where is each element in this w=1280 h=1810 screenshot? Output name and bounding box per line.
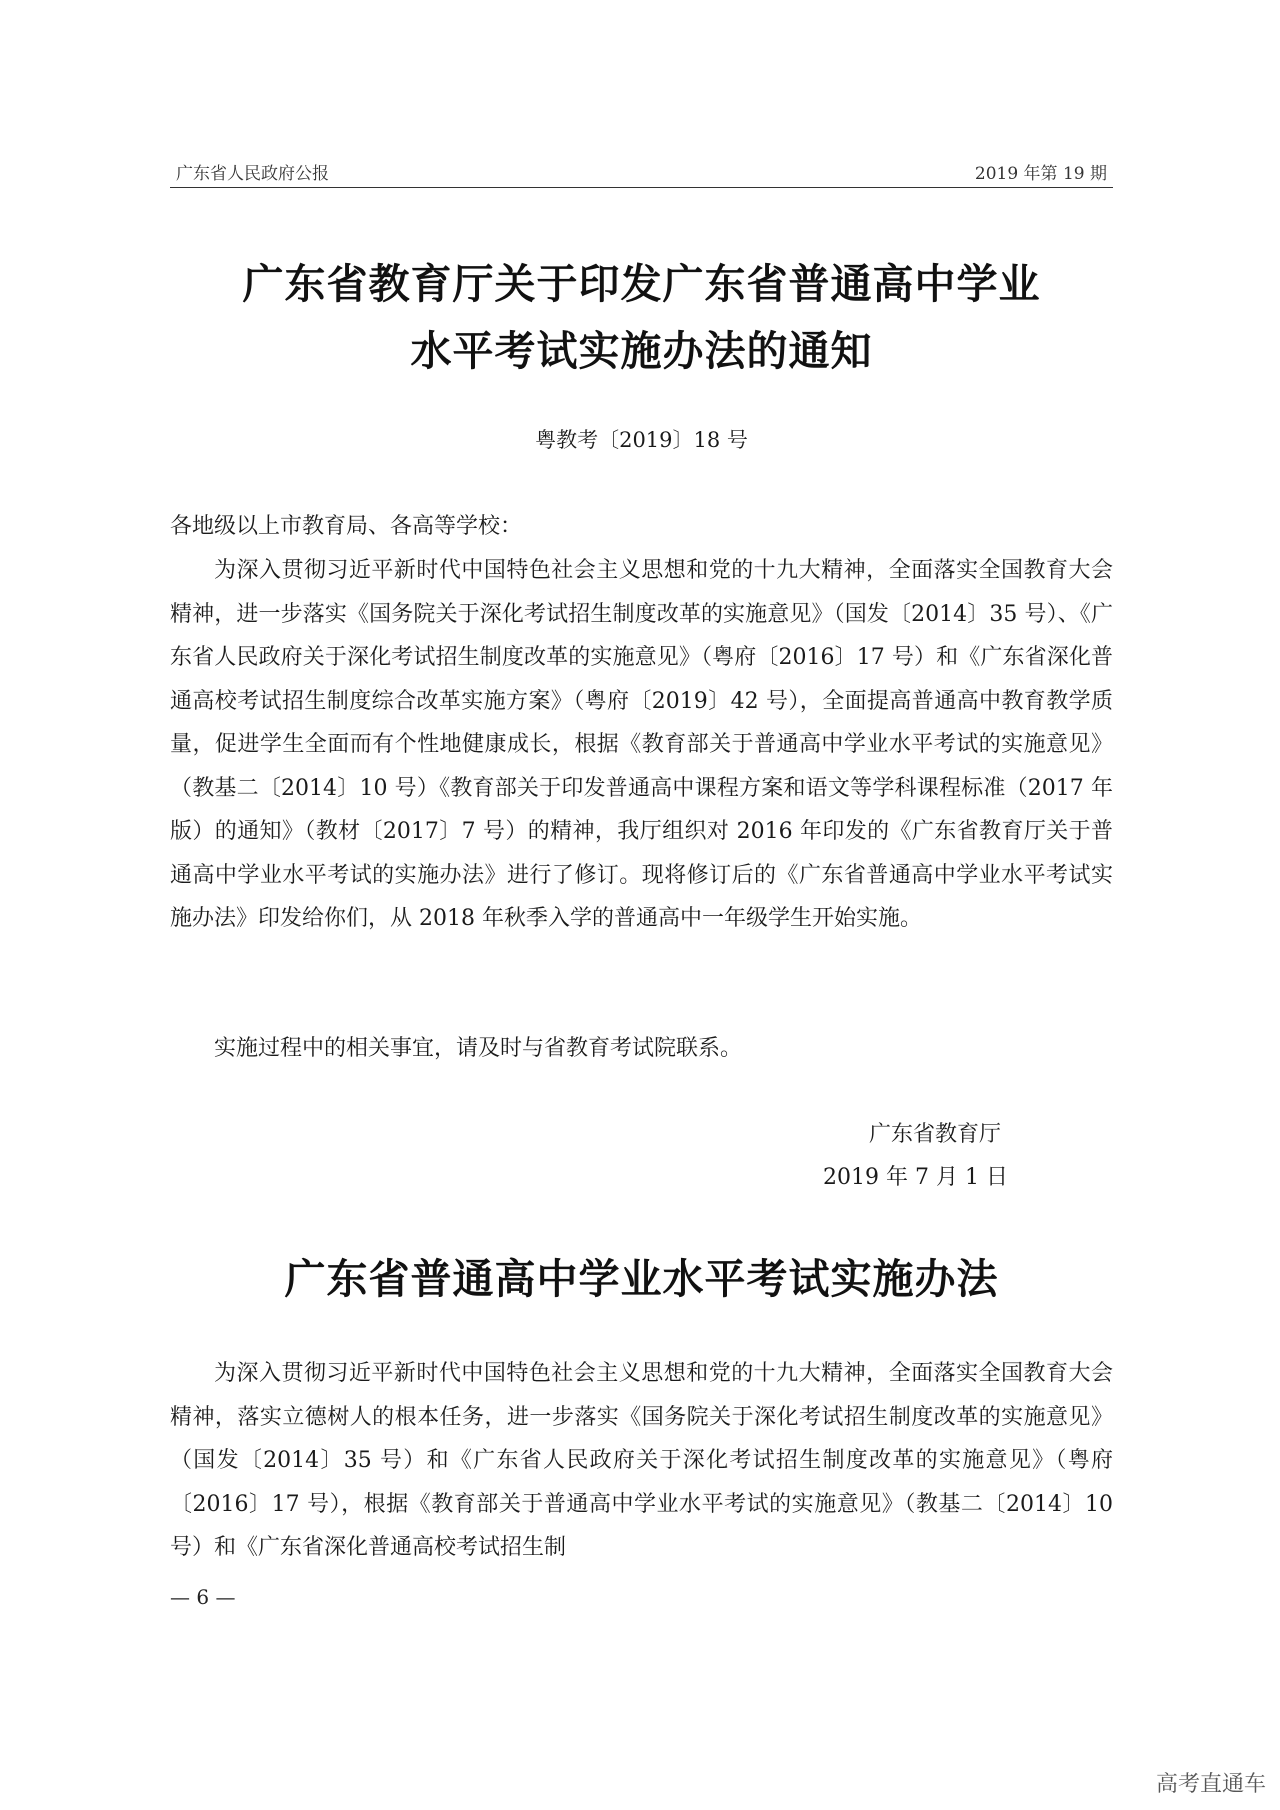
notice-body — [170, 549, 1113, 941]
notice-title-line-1: 广东省教育厅关于印发广东省普通高中学业 — [242, 260, 1041, 308]
document-number: 粤教考〔2019〕18 号 — [535, 428, 748, 452]
document-page — [170, 0, 1113, 1810]
signature-date: 2019 年 7 月 1 日 — [823, 1165, 1008, 1190]
header-divider — [170, 187, 1113, 188]
notice-paragraph-2: 实施过程中的相关事宜，请及时与省教育考试院联系。 — [214, 1036, 743, 1061]
signature-organization: 广东省教育厅 — [868, 1122, 1001, 1147]
page-number: — 6 — — [170, 1585, 236, 1609]
salutation-text: 各地级以上市教育局、各高等学校： — [170, 514, 523, 539]
publication-name: 广东省人民政府公报 — [176, 164, 329, 184]
notice-closing — [170, 1027, 1113, 1071]
measures-paragraph-1: 为深入贯彻习近平新时代中国特色社会主义思想和党的十九大精神，全面落实全国教育大会精神，落实立德树人的根本任务，进一步落实《国务院关于深化考试招生制度改革的实施意见》（国发〔2014〕35 号）和《广东省人民政府关于深化考试招生制度改革的实施意见》（粤府〔2016〕17 号），根据《教育部关于普通高中学业水平考试的实施意见》（教基二〔2014〕10 号）和《广东省深化普通高校考试招生制 — [170, 1361, 1113, 1560]
watermark-text: 高考直通车 — [1155, 1772, 1266, 1797]
page-header — [170, 159, 1113, 185]
measures-title: 广东省普通高中学业水平考试实施办法 — [284, 1255, 999, 1303]
salutation — [170, 505, 1113, 549]
measures-body — [170, 1352, 1113, 1570]
issue-number: 2019 年第 19 期 — [974, 164, 1107, 184]
notice-title-line-2: 水平考试实施办法的通知 — [410, 327, 873, 375]
notice-paragraph-1: 为深入贯彻习近平新时代中国特色社会主义思想和党的十九大精神，全面落实全国教育大会精神，进一步落实《国务院关于深化考试招生制度改革的实施意见》（国发〔2014〕35 号）、《广东省人民政府关于深化考试招生制度改革的实施意见》（粤府〔2016〕17 号）和《广东省深化普通高校考试招生制度综合改革实施方案》（粤府〔2019〕42 号），全面提高普通高中教育教学质量，促进学生全面而有个性地健康成长，根据《教育部关于普通高中学业水平考试的实施意见》（教基二〔2014〕10 号）《教育部关于印发普通高中课程方案和语文等学科课程标准（2017 年版）的通知》（教材〔2017〕7 号）的精神，我厅组织对 2016 年印发的《广东省教育厅关于普通高中学业水平考试的实施办法》进行了修订。现将修订后的《广东省普通高中学业水平考试实施办法》印发给你们，从 2018 年秋季入学的普通高中一年级学生开始实施。 — [170, 558, 1113, 931]
